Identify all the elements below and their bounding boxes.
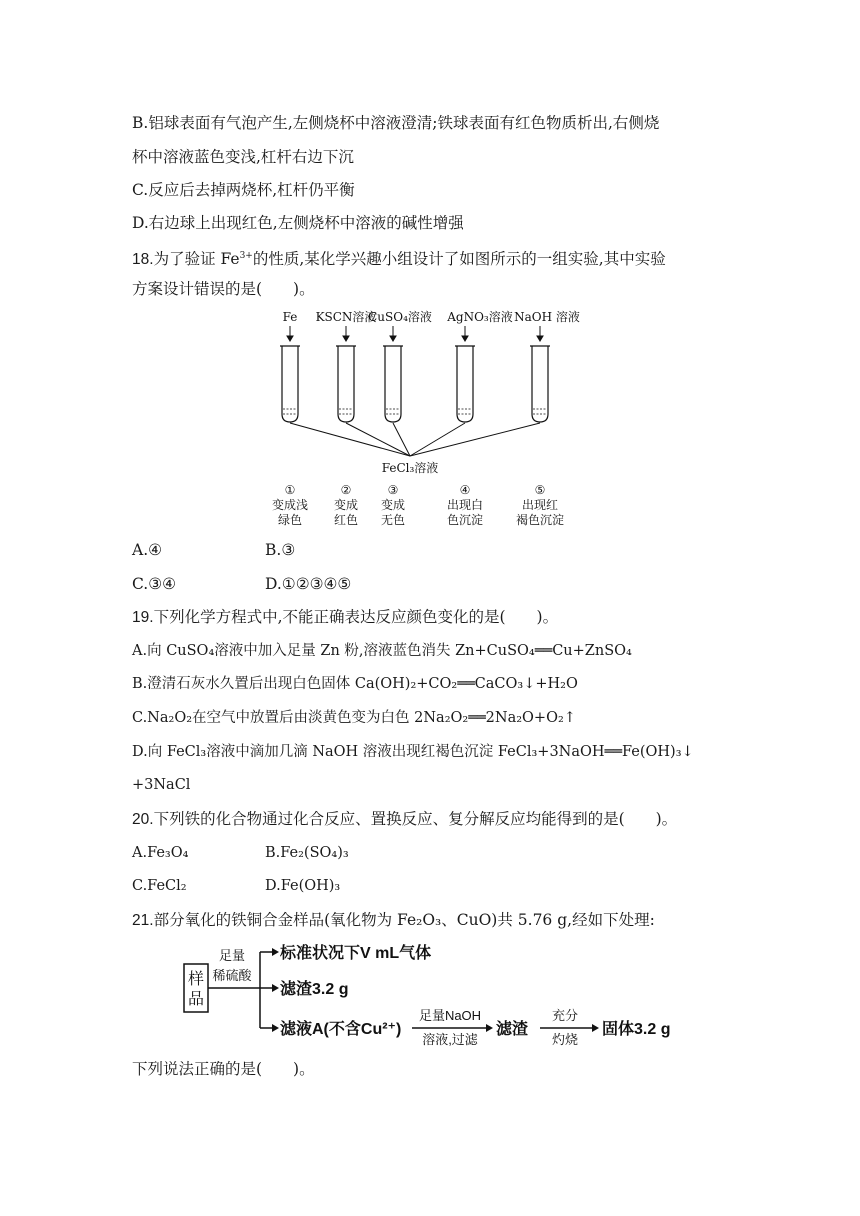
acid-label-bottom: 稀硫酸 [212,968,252,983]
test-tube-3 [385,346,401,422]
result-2-line1: 变成 [333,498,359,512]
residue2-label: 滤渣 [496,1021,529,1038]
q18-stem-line2: 方案设计错误的是( )。 [132,280,315,298]
gas-label: 标准状况下V mL气体 [280,945,432,962]
result-3-number: ③ [387,483,399,497]
reagent-label-1: Fe [282,310,298,324]
q19-option-d-line1: D.向 FeCl₃溶液中滴加几滴 NaOH 溶液出现红褐色沉淀 FeCl₃+3NaOH══Fe(OH)₃↓ [132,744,694,760]
q20-option-a: A.Fe₃O₄ [132,845,189,861]
q17-option-c: C.反应后去掉两烧杯,杠杆仍平衡 [132,181,355,199]
result-1-number: ① [284,483,296,497]
q19-number: 19. [132,609,154,626]
q21-tail: 下列说法正确的是( )。 [132,1060,315,1078]
q18-number: 18. [132,251,154,269]
fecl3-label: FeCl₃溶液 [381,461,439,475]
test-tube-1 [282,346,298,422]
q17-option-b-line1: B.铝球表面有气泡产生,左侧烧杯中溶液澄清;铁球表面有红色物质析出,右侧烧 [132,114,660,132]
q18-option-d: D.①②③④⑤ [265,575,352,593]
sample-label-1: 样 [187,971,205,988]
test-tubes [280,346,550,422]
result-1-line2: 绿色 [277,513,303,527]
q18-option-b: B.③ [265,541,296,559]
result-1-line1: 变成浅 [271,498,309,512]
result-2-line2: 红色 [333,513,359,527]
q21-number: 21. [132,912,154,929]
result-4-number: ④ [459,483,471,497]
reagent-label-3: CuSO₄溶液 [368,310,432,324]
solid-label: 固体3.2 g [602,1021,671,1038]
naoh-label-bottom: 溶液,过滤 [422,1032,478,1047]
result-3-line2: 无色 [380,513,406,527]
q21-stem: 21.部分氧化的铁铜合金样品(氧化物为 Fe₂O₃、CuO)共 5.76 g,经如下处理: [132,911,655,929]
filtrate-label: 滤液A(不含Cu²⁺) [280,1021,402,1038]
q19-stem: 19.下列化学方程式中,不能正确表达反应颜色变化的是( )。 [132,608,559,626]
burn-label-bottom: 灼烧 [551,1032,579,1047]
residue-label: 滤渣3.2 g [280,981,349,998]
q19-option-c: C.Na₂O₂在空气中放置后由淡黄色变为白色 2Na₂O₂══2Na₂O+O₂↑ [132,710,576,726]
q19-option-b: B.澄清石灰水久置后出现白色固体 Ca(OH)₂+CO₂══CaCO₃↓+H₂O [132,676,578,692]
q18-stem-line1: 18.为了验证 $Fe^{3+}$的性质,某化学兴趣小组设计了如图所示的一组实验,其中实验 [132,250,666,269]
q17-option-b-line2: 杯中溶液蓝色变浅,杠杆右边下沉 [132,148,354,166]
q20-number: 20. [132,811,154,828]
result-4-line1: 出现白 [446,498,484,512]
q20-option-d: D.Fe(OH)₃ [265,878,341,894]
result-4-line2: 色沉淀 [446,513,484,527]
q19-option-a: A.向 CuSO₄溶液中加入足量 Zn 粉,溶液蓝色消失 Zn+CuSO₄══Cu+ZnSO₄ [132,643,632,659]
burn-label-top: 充分 [551,1008,579,1023]
q17-option-d: D.右边球上出现红色,左侧烧杯中溶液的碱性增强 [132,214,464,232]
q19-option-d-line2: +3NaCl [132,777,191,793]
result-5-line1: 出现红 [521,498,559,512]
result-5-line2: 褐色沉淀 [515,513,565,527]
test-tube-4 [457,346,473,422]
q20-stem: 20.下列铁的化合物通过化合反应、置换反应、复分解反应均能得到的是( )。 [132,810,678,828]
reagent-label-2: KSCN溶液 [315,310,377,324]
reagent-label-5: NaOH 溶液 [514,310,580,324]
q18-option-c: C.③④ [132,575,177,593]
q18-test-tube-figure [270,306,610,534]
naoh-label-top: 足量NaOH [418,1008,482,1023]
result-5-number: ⑤ [534,483,546,497]
q20-option-b: B.Fe₂(SO₄)₃ [265,845,349,861]
q21-flow-diagram [180,940,690,1052]
result-2-number: ② [340,483,352,497]
acid-label-top: 足量 [218,948,246,963]
sample-label-2: 品 [187,991,205,1008]
test-tube-5 [532,346,548,422]
q20-option-c: C.FeCl₂ [132,878,187,894]
test-tube-2 [338,346,354,422]
q18-option-a: A.④ [132,541,163,559]
reagent-label-4: AgNO₃溶液 [447,310,513,324]
result-3-line1: 变成 [380,498,406,512]
